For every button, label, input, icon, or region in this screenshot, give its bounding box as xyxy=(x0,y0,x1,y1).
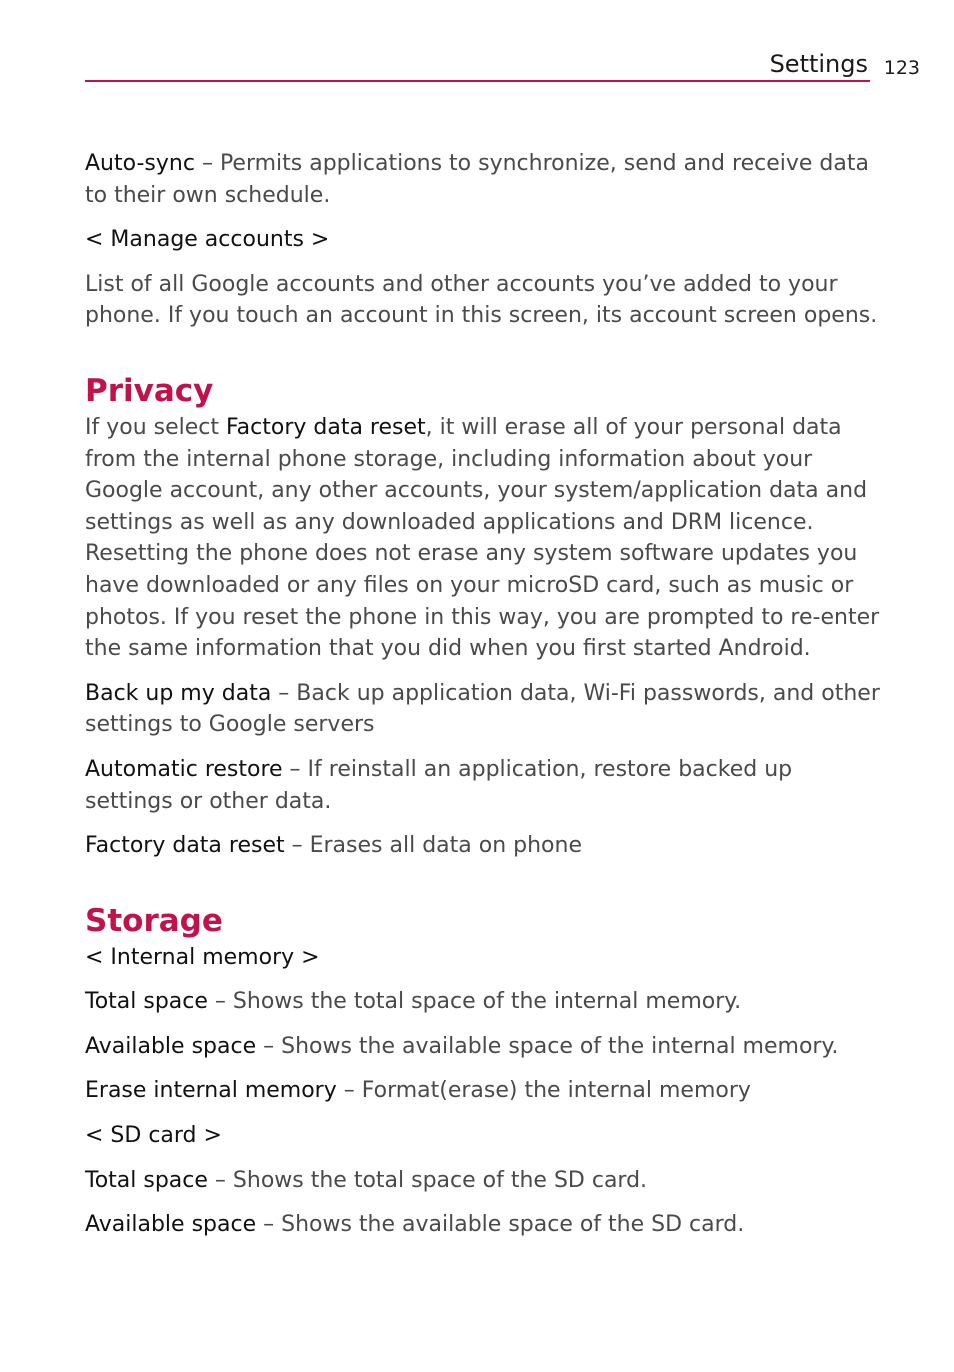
accounts-description: List of all Google accounts and other accounts you’ve added to your phone. If you touch an account in this screen, its account screen opens. xyxy=(85,271,878,329)
page-header xyxy=(85,48,920,88)
privacy-item xyxy=(85,754,885,817)
privacy-item-term: Back up my data xyxy=(85,680,272,706)
manage-accounts-label: < Manage accounts > xyxy=(85,227,330,253)
privacy-item-desc: – If reinstall an application, restore backed up settings or other data. xyxy=(85,756,793,814)
privacy-para-rest: from the internal phone storage, including information about your Google account, any other accounts, your system/application data and settings as well as any downloaded applications and DRM licence. Resetting the phone does not erase any system software updates you have downloaded or any files on your microSD card, such as music or photos. If you reset the phone in this way, you are prompted to re-enter the same information that you did when you first started Android. xyxy=(85,446,880,662)
privacy-heading: Privacy xyxy=(85,372,214,409)
storage-item-term: Total space xyxy=(85,989,208,1015)
storage-heading: Storage xyxy=(85,902,223,939)
storage-item-term: Available space xyxy=(85,1212,257,1238)
autosync-desc: – Permits applications to synchronize, send and receive data to their own schedule. xyxy=(85,151,869,208)
sd-card-label: < SD card > xyxy=(85,1123,222,1149)
storage-item xyxy=(85,1209,885,1241)
privacy-para-term: Factory data reset xyxy=(226,414,426,440)
privacy-item xyxy=(85,830,885,862)
storage-item xyxy=(85,1165,885,1197)
autosync-paragraph xyxy=(85,148,885,211)
storage-item-desc: – Shows the total space of the internal memory. xyxy=(207,989,742,1015)
privacy-item-term: Factory data reset xyxy=(85,833,285,859)
header-title: Settings xyxy=(769,50,868,78)
page-content xyxy=(85,148,885,1241)
storage-item xyxy=(85,1075,885,1107)
privacy-item-desc: – Erases all data on phone xyxy=(284,833,582,859)
internal-memory-label: < Internal memory > xyxy=(85,944,320,970)
storage-item xyxy=(85,986,885,1018)
storage-item-desc: – Shows the total space of the SD card. xyxy=(207,1167,648,1193)
page-number: 123 xyxy=(883,57,920,79)
storage-item-desc: – Shows the available space of the SD card. xyxy=(256,1212,745,1238)
privacy-paragraph xyxy=(85,412,885,665)
privacy-para-line1: , it will erase all of your personal data xyxy=(425,414,842,440)
privacy-item-desc: – Back up application data, Wi-Fi passwords, and other settings to Google servers xyxy=(85,680,880,738)
storage-item-desc: – Format(erase) the internal memory xyxy=(336,1078,751,1104)
storage-item-desc: – Shows the available space of the internal memory. xyxy=(256,1033,839,1059)
storage-item-term: Erase internal memory xyxy=(85,1078,337,1104)
privacy-item xyxy=(85,678,885,741)
header-rule xyxy=(85,80,870,82)
storage-item xyxy=(85,1031,885,1063)
autosync-term: Auto-sync xyxy=(85,151,195,176)
privacy-item-term: Automatic restore xyxy=(85,756,283,782)
storage-item-term: Total space xyxy=(85,1167,208,1193)
privacy-para-prefix: If you select xyxy=(85,414,227,440)
storage-item-term: Available space xyxy=(85,1033,257,1059)
